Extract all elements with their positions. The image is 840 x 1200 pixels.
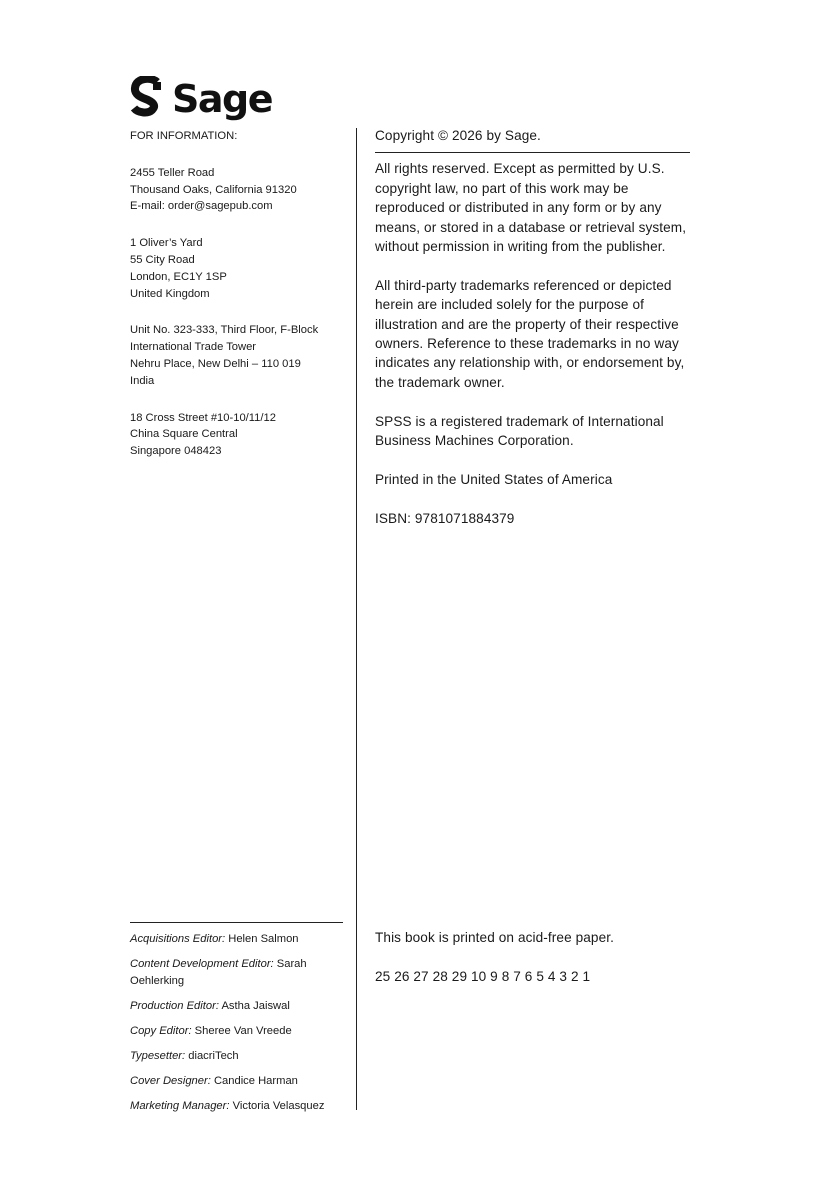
- credit-name: Candice Harman: [213, 1075, 298, 1087]
- address-line: London, EC1Y 1SP: [130, 270, 227, 283]
- credit-entry: [130, 931, 343, 948]
- contact-heading: FOR INFORMATION:: [130, 130, 238, 142]
- credit-name: Sarah Oehlerking: [130, 958, 307, 987]
- logo-wordmark: Sage: [172, 77, 272, 121]
- credit-role: Copy Editor:: [130, 1025, 192, 1037]
- credit-name: Helen Salmon: [228, 933, 299, 945]
- address-line: India: [130, 374, 155, 387]
- address-line: China Square Central: [130, 428, 238, 441]
- credit-name: Astha Jaiswal: [221, 1000, 290, 1012]
- credit-role: Marketing Manager:: [130, 1100, 230, 1112]
- address-block: [130, 410, 345, 460]
- credit-name: Sheree Van Vreede: [194, 1025, 292, 1037]
- address-line: Thousand Oaks, California 91320: [130, 183, 297, 196]
- copyright-line: Copyright © 2026 by Sage.: [375, 126, 690, 153]
- printed-in-line: Printed in the United States of America: [375, 471, 613, 487]
- credit-role: Acquisitions Editor:: [130, 933, 226, 945]
- address-line: Singapore 048423: [130, 445, 222, 458]
- credit-role: Cover Designer:: [130, 1075, 211, 1087]
- isbn-line: ISBN: 9781071884379: [375, 510, 515, 526]
- spss-paragraph: SPSS is a registered trademark of International Business Machines Corporation.: [375, 413, 664, 449]
- address-line: 2455 Teller Road: [130, 166, 215, 179]
- credit-entry: [130, 1048, 343, 1065]
- credit-entry: [130, 1023, 343, 1040]
- credit-role: Production Editor:: [130, 1000, 219, 1012]
- address-block: [130, 235, 345, 302]
- printing-info: [375, 928, 690, 986]
- publisher-logo: [130, 76, 272, 122]
- rights-paragraph: All rights reserved. Except as permitted by U.S. copyright law, no part of this work may be reproduced or distributed in any form or by any means, or stored in a database or retrieval system, without permission in writing from the publisher.: [375, 161, 687, 255]
- credit-name: diacriTech: [188, 1050, 239, 1062]
- rights-notice: [375, 126, 690, 528]
- paper-note: This book is printed on acid-free paper.: [375, 930, 615, 945]
- email-line: E-mail: order@sagepub.com: [130, 200, 273, 213]
- credit-entry: [130, 998, 343, 1015]
- editorial-credits: [130, 922, 343, 1123]
- credit-entry: [130, 956, 343, 990]
- address-line: Unit No. 323-333, Third Floor, F-Block: [130, 324, 319, 337]
- address-line: 55 City Road: [130, 253, 195, 266]
- contact-info: [130, 128, 345, 460]
- column-divider: [356, 128, 357, 1110]
- address-line: Nehru Place, New Delhi – 110 019: [130, 357, 301, 370]
- credit-name: Victoria Velasquez: [232, 1100, 325, 1112]
- address-line: 1 Oliver’s Yard: [130, 237, 203, 250]
- trademark-paragraph: All third-party trademarks referenced or depicted herein are included solely for the purpose of illustration and are the property of their respective owners. Reference to these trademarks in no way indicates any relationship with, or endorsement by, the trademark owner.: [375, 277, 685, 390]
- credit-entry: [130, 1098, 343, 1115]
- address-block: [130, 165, 345, 215]
- credit-entry: [130, 1073, 343, 1090]
- credit-role: Typesetter:: [130, 1050, 186, 1062]
- credit-role: Content Development Editor:: [130, 958, 274, 970]
- address-line: International Trade Tower: [130, 341, 257, 354]
- sage-s-icon: [130, 76, 162, 122]
- address-line: United Kingdom: [130, 287, 210, 300]
- address-line: 18 Cross Street #10-10/11/12: [130, 411, 276, 424]
- print-line: 25 26 27 28 29 10 9 8 7 6 5 4 3 2 1: [375, 968, 591, 984]
- address-block: [130, 322, 345, 389]
